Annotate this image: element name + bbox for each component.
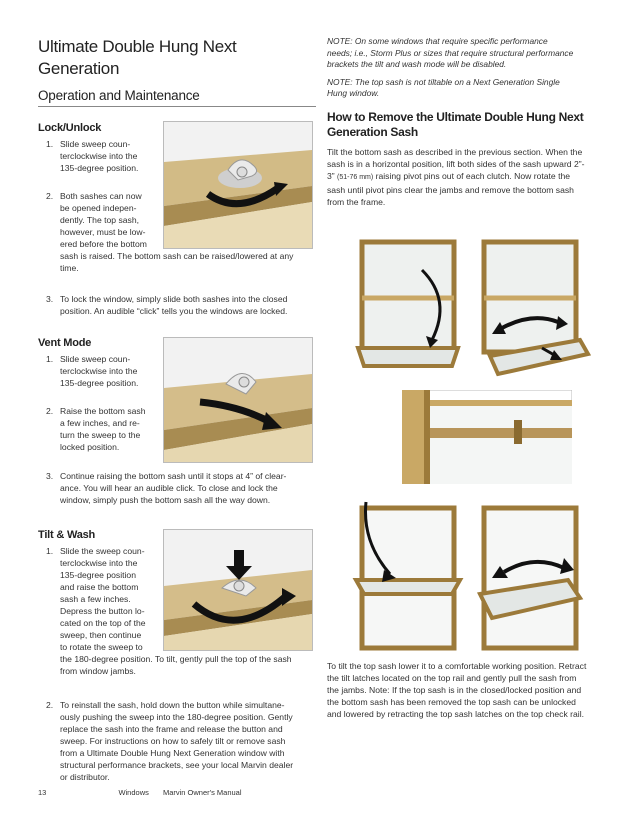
press-arrow-icon	[234, 550, 244, 568]
window-bottom-sash-tilted-illustration	[358, 242, 458, 366]
lock-step-2-continued: sash is raised. The bottom sash can be raised/lowered at any time.	[60, 251, 294, 273]
bottom-sash-removal-diagram	[352, 236, 592, 386]
remove-sash-instructions: Tilt the bottom sash as described in the previous section. When the sash is in a horizontal position, lift both sides of the sash upward 2”- 3” (51-76 mm) raising pivot pins out of each clutch. Now rotate the sash until pivot pins clear the jambs and remove the bottom sash from the frame.	[327, 146, 585, 207]
section-subtitle: Operation and Maintenance	[38, 88, 316, 107]
note-single-hung: NOTE: The top sash is not tiltable on a Next Generation Single Hung window.	[327, 76, 560, 98]
vent-step-3: 3. Continue raising the bottom sash until it stops at 4” of clear- ance. You will hear an audible click. To close and lock the window, simply push the bottom sash all the way down.	[46, 471, 287, 505]
tilt-wash-photo	[163, 529, 313, 651]
pivot-pin-closeup-diagram	[402, 390, 572, 484]
window-top-sash-lowered-illustration	[356, 502, 460, 648]
lock-unlock-heading: Lock/Unlock	[38, 122, 102, 134]
page-footer	[38, 788, 264, 797]
page-title: Ultimate Double Hung Next Generation	[38, 37, 237, 78]
vent-mode-photo	[163, 337, 313, 463]
tilt-step-1: 1. Slide the sweep coun- terclockwise into the 135-degree position and raise the bottom sash a few inches. Depress the button lo- cated on the top of the sweep, then continue to rotate the sweep to	[46, 546, 146, 652]
vent-sweep-illustration	[164, 338, 312, 462]
footer-manual: Marvin Owner's Manual	[162, 788, 242, 797]
tilt-step-2: 2. To reinstall the sash, hold down the button while simultane- ously pushing the sweep into the 180-degree position. Gently replace the sash into the frame and release the button and sweep. For instructions on how to safely tilt or remove sash from a Ultimate Double Hung Next Generation window with structural performance brackets, see your local Marvin dealer or distributor.	[46, 700, 294, 782]
top-sash-instructions: To tilt the top sash lower it to a comfortable working position. Retract the tilt latches located on the top rail and gently pull the sash from the jambs. Note: If the top sash is in the closed/locked position and the bottom sash has been removed the top sash can be unlocked and lowered by retracting the top sash latches on the top check rail.	[327, 661, 587, 719]
lock-step-2: 2. Both sashes can now be opened indepen- dently. The top sash, however, must be low- ered before the bottom	[46, 191, 147, 249]
top-sash-tilt-diagram	[352, 494, 592, 654]
note-performance-brackets: NOTE: On some windows that require specific performance needs; i.e., Storm Plus or sizes that require structural performance brackets the tilt and wash mode will be disabled.	[327, 36, 574, 69]
vent-mode-heading: Vent Mode	[38, 337, 92, 349]
tilt-wash-heading: Tilt & Wash	[38, 529, 96, 541]
lock-step-1: 1. Slide sweep coun- terclockwise into the 135-degree position.	[46, 139, 139, 173]
remove-sash-heading: How to Remove the Ultimate Double Hung Next Generation Sash	[327, 109, 584, 139]
vent-step-2: 2. Raise the bottom sash a few inches, and re- turn the sweep to the locked position.	[46, 406, 146, 452]
vent-step-1: 1. Slide sweep coun- terclockwise into the 135-degree position.	[46, 354, 139, 388]
right-column	[327, 36, 603, 208]
page-number: 13	[38, 788, 47, 797]
lock-step-3: 3. To lock the window, simply slide both sashes into the closed position. An audible “click” tells you the windows are locked.	[46, 294, 288, 316]
window-bottom-sash-rotated-illustration	[484, 242, 588, 374]
tilt-sweep-illustration	[164, 530, 312, 650]
lock-unlock-photo	[163, 121, 313, 249]
tilt-step-1-continued: the 180-degree position. To tilt, gently pull the top of the sash from window jambs.	[60, 654, 292, 676]
left-column	[38, 36, 316, 107]
footer-section: Windows	[118, 788, 149, 797]
sash-lock-illustration	[164, 122, 312, 248]
window-top-sash-tilted-illustration	[480, 508, 580, 648]
